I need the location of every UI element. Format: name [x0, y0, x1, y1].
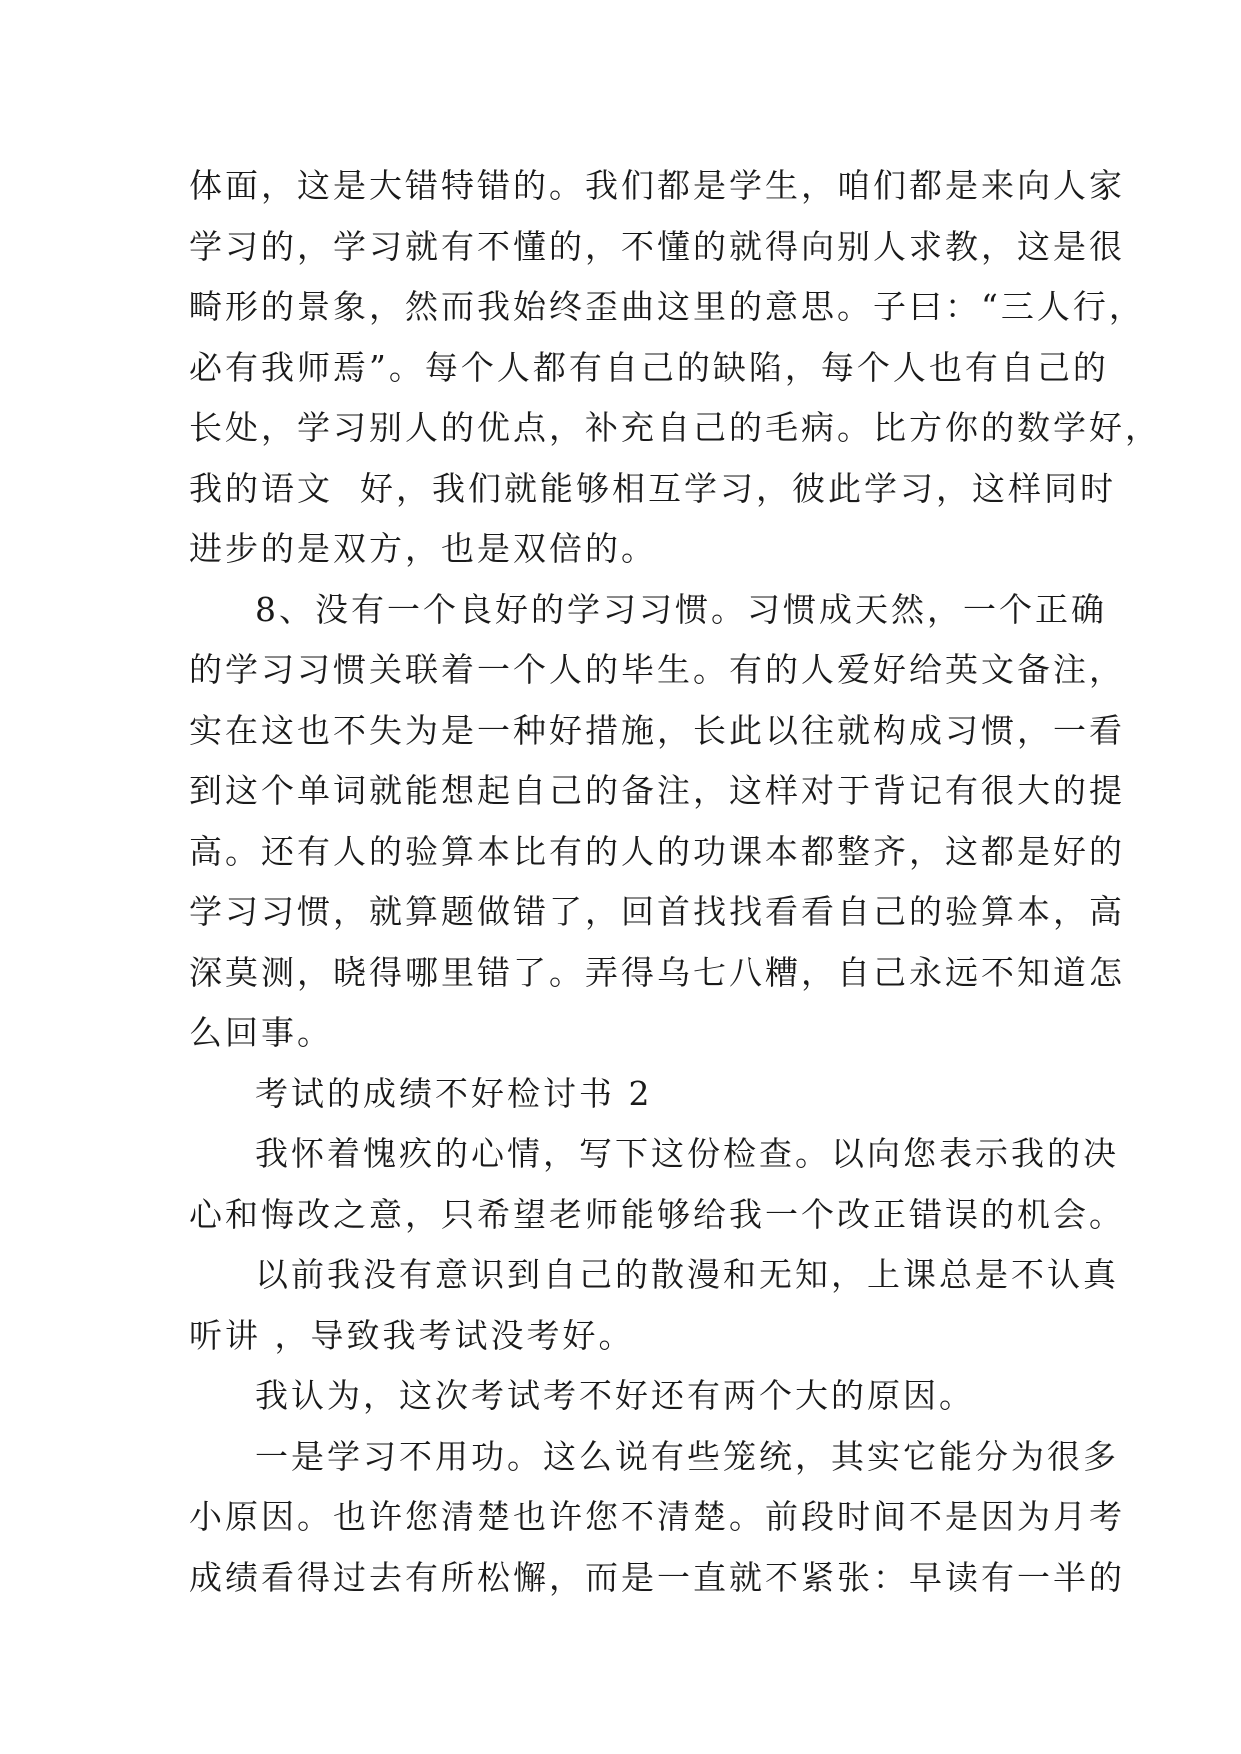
paragraph-line: 实在这也不失为是一种好措施，长此以往就构成习惯，一看 [189, 710, 1125, 750]
paragraph-line: 成绩看得过去有所松懈，而是一直就不紧张：早读有一半的 [189, 1557, 1125, 1597]
paragraph-line: 我的语文 好，我们就能够相互学习，彼此学习，这样同时 [189, 468, 1116, 508]
paragraph-line: 8、没有一个良好的学习习惯。习惯成天然，一个正确 [255, 589, 1107, 629]
paragraph-line: 小原因。也许您清楚也许您不清楚。前段时间不是因为月考 [189, 1497, 1125, 1536]
paragraph-line: 学习习惯，就算题做错了，回首找找看看自己的验算本，高 [189, 892, 1125, 931]
paragraph-line: 么回事。 [189, 1013, 333, 1052]
paragraph-line: 畸形的景象，然而我始终歪曲这里的意思。子曰：“三人行， [189, 287, 1145, 326]
paragraph-line: 以前我没有意识到自己的散漫和无知，上课总是不认真 [255, 1255, 1119, 1294]
paragraph-line: 心和悔改之意，只希望老师能够给我一个改正错误的机会。 [189, 1194, 1125, 1234]
paragraph-line: 深莫测，晓得哪里错了。弄得乌七八糟，自己永远不知道怎 [189, 952, 1125, 992]
paragraph-line: 进步的是双方，也是双倍的。 [189, 529, 657, 568]
paragraph-line: 一是学习不用功。这么说有些笼统，其实它能分为很多 [255, 1436, 1119, 1476]
paragraph-line: 的学习习惯关联着一个人的毕生。有的人爱好给英文备注， [189, 650, 1125, 689]
paragraph-line: 我认为，这次考试考不好还有两个大的原因。 [255, 1376, 975, 1415]
paragraph-line: 必有我师焉”。每个人都有自己的缺陷，每个人也有自己的 [189, 347, 1109, 387]
section-title: 考试的成绩不好检讨书 2 [255, 1073, 653, 1113]
paragraph-line: 到这个单词就能想起自己的备注，这样对于背记有很大的提 [189, 771, 1125, 810]
paragraph-line: 听讲 ，导致我考试没考好。 [189, 1315, 635, 1355]
paragraph-line: 体面，这是大错特错的。我们都是学生，咱们都是来向人家 [189, 166, 1125, 205]
paragraph-line: 高。还有人的验算本比有的人的功课本都整齐，这都是好的 [189, 831, 1125, 871]
paragraph-line: 长处，学习别人的优点，补充自己的毛病。比方你的数学好， [189, 408, 1161, 447]
paragraph-line: 学习的，学习就有不懂的，不懂的就得向别人求教，这是很 [189, 226, 1125, 266]
document-body [189, 156, 1161, 1608]
paragraph-line: 我怀着愧疚的心情，写下这份检查。以向您表示我的决 [255, 1134, 1119, 1173]
